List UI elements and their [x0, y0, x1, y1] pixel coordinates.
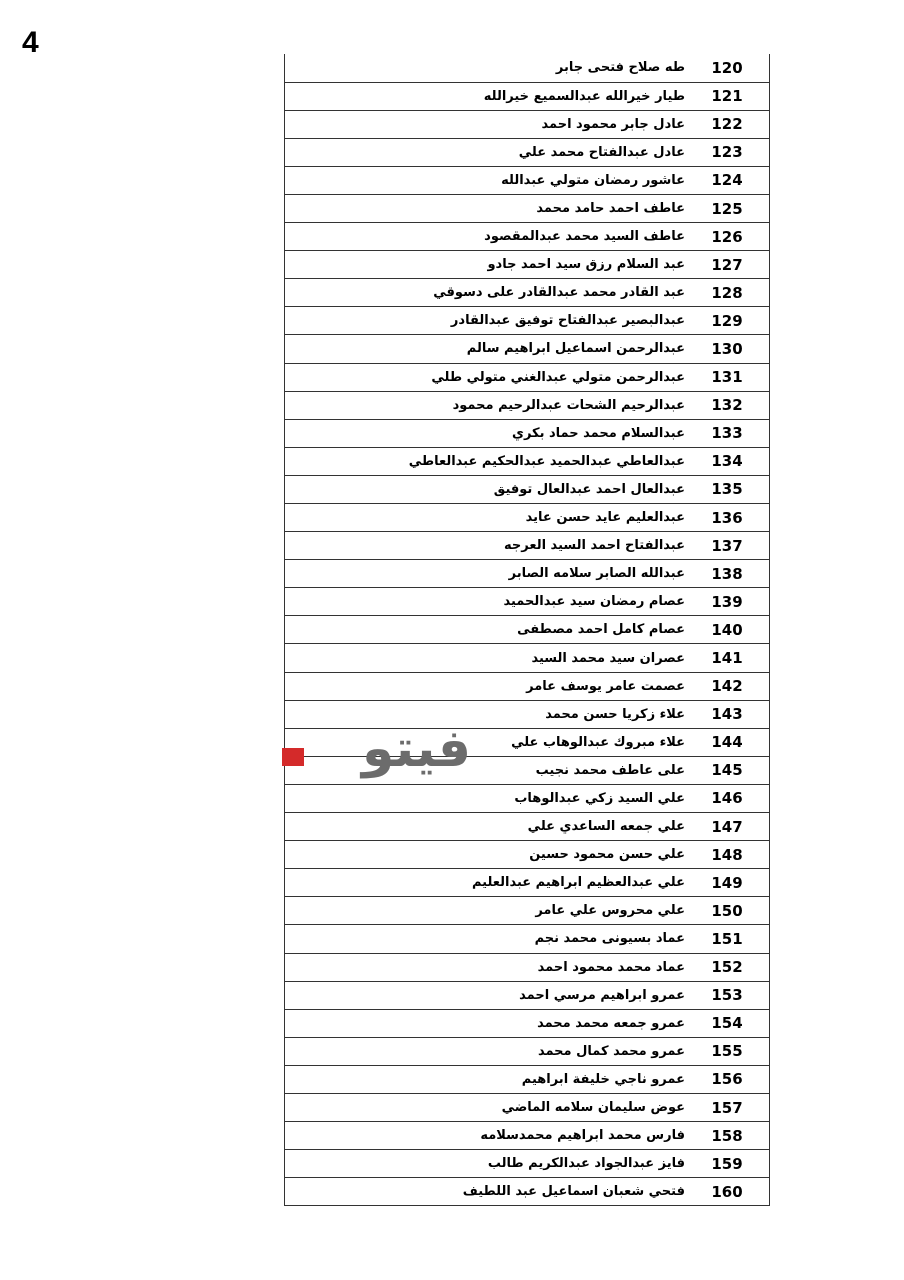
row-number: 140	[685, 616, 770, 644]
table-row	[285, 532, 770, 560]
row-number: 129	[685, 307, 770, 335]
member-name: عبدالعاطي عبدالحميد عبدالحكيم عبدالعاطي	[285, 447, 686, 475]
member-name: عبدالرحمن اسماعيل ابراهيم سالم	[285, 335, 686, 363]
watermark-logo	[222, 708, 472, 788]
row-number: 159	[685, 1150, 770, 1178]
row-number: 153	[685, 981, 770, 1009]
row-number: 148	[685, 841, 770, 869]
member-name: طيار خيرالله عبدالسميع خيرالله	[285, 82, 686, 110]
row-number: 141	[685, 644, 770, 672]
watermark-text: فيتو	[362, 719, 472, 779]
member-name: فارس محمد ابراهيم محمدسلامه	[285, 1122, 686, 1150]
member-name: علي محروس علي عامر	[285, 897, 686, 925]
row-number: 131	[685, 363, 770, 391]
row-number: 152	[685, 953, 770, 981]
member-name: عادل عبدالفتاح محمد علي	[285, 138, 686, 166]
table-row	[285, 841, 770, 869]
member-name: عادل جابر محمود احمد	[285, 110, 686, 138]
row-number: 120	[685, 54, 770, 82]
member-name: عبدالرحمن متولي عبدالغني متولي طلي	[285, 363, 686, 391]
member-name: علي حسن محمود حسين	[285, 841, 686, 869]
row-number: 130	[685, 335, 770, 363]
row-number: 154	[685, 1009, 770, 1037]
table-row	[285, 981, 770, 1009]
member-name: عمرو جمعه محمد محمد	[285, 1009, 686, 1037]
member-name: عبدالرحيم الشحات عبدالرحيم محمود	[285, 391, 686, 419]
table-row	[285, 813, 770, 841]
table-row	[285, 925, 770, 953]
row-number: 126	[685, 223, 770, 251]
row-number: 145	[685, 756, 770, 784]
member-name: عاطف احمد حامد محمد	[285, 194, 686, 222]
member-name: عمرو محمد كمال محمد	[285, 1037, 686, 1065]
table-row	[285, 588, 770, 616]
table-row	[285, 110, 770, 138]
page-number: 4	[22, 26, 39, 59]
roster-body	[285, 54, 770, 1206]
watermark-logo-graphic	[222, 708, 472, 788]
member-name: فتحي شعبان اسماعيل عبد اللطيف	[285, 1178, 686, 1206]
member-name: عبدالسلام محمد حماد بكري	[285, 419, 686, 447]
table-row	[285, 1122, 770, 1150]
table-row	[285, 1178, 770, 1206]
member-name: عوض سليمان سلامه الماضي	[285, 1093, 686, 1121]
member-name: عمرو ابراهيم مرسي احمد	[285, 981, 686, 1009]
row-number: 133	[685, 419, 770, 447]
member-name: طه صلاح فتحى جابر	[285, 54, 686, 82]
row-number: 124	[685, 166, 770, 194]
table-row	[285, 1037, 770, 1065]
table-row	[285, 475, 770, 503]
member-name: عمرو ناجي خليفة ابراهيم	[285, 1065, 686, 1093]
member-name: علي جمعه الساعدي علي	[285, 813, 686, 841]
member-name: عاطف السيد محمد عبدالمقصود	[285, 223, 686, 251]
row-number: 122	[685, 110, 770, 138]
table-row	[285, 166, 770, 194]
member-name: عبد السلام رزق سيد احمد جادو	[285, 251, 686, 279]
row-number: 128	[685, 279, 770, 307]
table-row	[285, 419, 770, 447]
row-number: 151	[685, 925, 770, 953]
table-row	[285, 54, 770, 82]
row-number: 144	[685, 728, 770, 756]
row-number: 146	[685, 784, 770, 812]
table-row	[285, 1065, 770, 1093]
table-row	[285, 1150, 770, 1178]
row-number: 123	[685, 138, 770, 166]
table-row	[285, 672, 770, 700]
table-row	[285, 953, 770, 981]
row-number: 135	[685, 475, 770, 503]
table-row	[285, 307, 770, 335]
row-number: 139	[685, 588, 770, 616]
table-row	[285, 223, 770, 251]
row-number: 138	[685, 560, 770, 588]
member-name: عماد محمد محمود احمد	[285, 953, 686, 981]
table-row	[285, 251, 770, 279]
table-row	[285, 560, 770, 588]
row-number: 157	[685, 1093, 770, 1121]
row-number: 155	[685, 1037, 770, 1065]
table-row	[285, 391, 770, 419]
row-number: 150	[685, 897, 770, 925]
member-name: على عاطف محمد نجيب	[285, 756, 686, 784]
table-row	[285, 1009, 770, 1037]
row-number: 137	[685, 532, 770, 560]
row-number: 134	[685, 447, 770, 475]
member-name: عصام كامل احمد مصطفى	[285, 616, 686, 644]
row-number: 125	[685, 194, 770, 222]
member-name: عماد بسيونى محمد نجم	[285, 925, 686, 953]
table-row	[285, 504, 770, 532]
member-name: عبدالعال احمد عبدالعال توفيق	[285, 475, 686, 503]
row-number: 132	[685, 391, 770, 419]
member-name: علي السيد زكي عبدالوهاب	[285, 784, 686, 812]
row-number: 142	[685, 672, 770, 700]
row-number: 160	[685, 1178, 770, 1206]
member-name: عبد القادر محمد عبدالقادر على دسوقي	[285, 279, 686, 307]
table-row	[285, 194, 770, 222]
row-number: 143	[685, 700, 770, 728]
member-name: علي عبدالعظيم ابراهيم عبدالعليم	[285, 869, 686, 897]
member-name: علاء زكريا حسن محمد	[285, 700, 686, 728]
table-row	[285, 616, 770, 644]
member-name: عصران سيد محمد السيد	[285, 644, 686, 672]
member-name: علاء مبروك عبدالوهاب علي	[285, 728, 686, 756]
member-name: عصمت عامر يوسف عامر	[285, 672, 686, 700]
table-row	[285, 869, 770, 897]
member-name: عاشور رمضان متولي عبدالله	[285, 166, 686, 194]
row-number: 156	[685, 1065, 770, 1093]
row-number: 127	[685, 251, 770, 279]
table-row	[285, 138, 770, 166]
table-row	[285, 447, 770, 475]
watermark-red-accent	[282, 748, 304, 766]
table-row	[285, 1093, 770, 1121]
table-row	[285, 82, 770, 110]
member-name: عبدالبصير عبدالفتاح توفيق عبدالقادر	[285, 307, 686, 335]
row-number: 147	[685, 813, 770, 841]
member-name: عصام رمضان سيد عبدالحميد	[285, 588, 686, 616]
row-number: 121	[685, 82, 770, 110]
table-row	[285, 363, 770, 391]
member-name: عبدالعليم عايد حسن عايد	[285, 504, 686, 532]
table-row	[285, 335, 770, 363]
table-row	[285, 784, 770, 812]
table-row	[285, 279, 770, 307]
member-name: عبدالفتاح احمد السيد العرجه	[285, 532, 686, 560]
table-row	[285, 644, 770, 672]
row-number: 136	[685, 504, 770, 532]
row-number: 158	[685, 1122, 770, 1150]
table-row	[285, 897, 770, 925]
member-name: فايز عبدالجواد عبدالكريم طالب	[285, 1150, 686, 1178]
row-number: 149	[685, 869, 770, 897]
member-name: عبدالله الصابر سلامه الصابر	[285, 560, 686, 588]
roster-table	[284, 54, 770, 1206]
